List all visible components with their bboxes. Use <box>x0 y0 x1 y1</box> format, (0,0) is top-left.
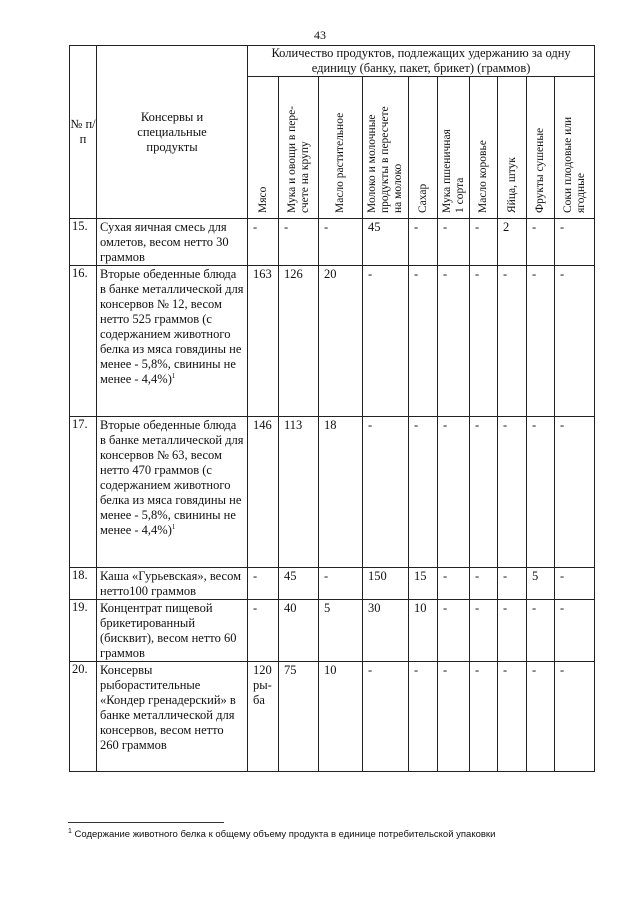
quantity-cell: - <box>438 662 470 772</box>
quantity-cell: - <box>470 266 498 417</box>
quantity-cell: - <box>363 417 409 568</box>
footnote-ref: 1 <box>171 371 176 380</box>
quantity-cell: - <box>409 266 438 417</box>
header-column <box>363 77 409 219</box>
header-column <box>279 77 319 219</box>
quantity-cell: - <box>498 662 527 772</box>
row-number: 20. <box>70 662 97 772</box>
quantity-cell: 10 <box>409 600 438 662</box>
header-column <box>248 77 279 219</box>
row-number: 18. <box>70 568 97 600</box>
header-column <box>470 77 498 219</box>
quantity-cell: - <box>555 266 595 417</box>
quantity-cell: - <box>409 662 438 772</box>
footnote-ref: 1 <box>171 522 176 531</box>
table-row <box>70 568 595 600</box>
quantity-cell: 40 <box>279 600 319 662</box>
quantity-cell: - <box>409 219 438 266</box>
header-column <box>409 77 438 219</box>
footnote-separator <box>68 822 224 823</box>
quantity-cell: - <box>319 568 363 600</box>
quantity-cell: 163 <box>248 266 279 417</box>
quantity-cell: 75 <box>279 662 319 772</box>
table-row <box>70 266 595 417</box>
quantity-cell: - <box>555 219 595 266</box>
quantity-cell: - <box>555 568 595 600</box>
footnote-text: Содержание животного белка к общему объему продукта в единице потребительской упаковки <box>74 829 496 840</box>
row-number: 17. <box>70 417 97 568</box>
header-column <box>527 77 555 219</box>
quantity-cell: 2 <box>498 219 527 266</box>
quantity-cell: - <box>470 568 498 600</box>
quantity-cell: 5 <box>527 568 555 600</box>
quantity-cell: - <box>438 266 470 417</box>
table-row <box>70 417 595 568</box>
header-column <box>319 77 363 219</box>
quantity-cell: - <box>438 417 470 568</box>
quantity-cell: - <box>498 417 527 568</box>
product-name: Концентрат пищевой брикетированный (бисквит), весом нетто 60 граммов <box>97 600 248 662</box>
page-number: 43 <box>314 28 326 42</box>
quantity-cell: - <box>438 219 470 266</box>
header-column-label: Соки плодовые или ягодные <box>561 116 587 213</box>
quantity-cell: 18 <box>319 417 363 568</box>
quantity-cell: - <box>470 417 498 568</box>
quantity-cell: - <box>409 417 438 568</box>
quantity-cell: - <box>498 266 527 417</box>
quantity-cell: 120 ры- ба <box>248 662 279 772</box>
quantity-cell: - <box>279 219 319 266</box>
row-number: 16. <box>70 266 97 417</box>
product-name: Каша «Гурьевская», весом нетто100 граммов <box>97 568 248 600</box>
quantity-cell: 113 <box>279 417 319 568</box>
quantity-cell: - <box>319 219 363 266</box>
quantity-cell: 146 <box>248 417 279 568</box>
header-column-label: Мясо <box>256 186 269 213</box>
quantity-cell: - <box>498 568 527 600</box>
quantity-cell: - <box>527 600 555 662</box>
header-column-label: Масло растительное <box>334 112 346 213</box>
table-row <box>70 600 595 662</box>
header-number: № п/п <box>70 46 97 219</box>
quantity-cell: 5 <box>319 600 363 662</box>
table-row <box>70 219 595 266</box>
quantity-cell: - <box>527 219 555 266</box>
quantity-cell: 30 <box>363 600 409 662</box>
quantity-cell: - <box>438 568 470 600</box>
quantity-cell: - <box>498 600 527 662</box>
header-product-name: Консервы и специальные продукты <box>97 46 248 219</box>
product-name: Вторые обеденные блюда в банке металлической для консервов № 63, весом нетто 470 граммов (с содержанием животного белка из мяса говядины не менее - 5,8%, свинины не менее - 4,4%)$^1$ <box>97 417 248 568</box>
header-column-label: Фрукты сушеные <box>534 127 546 213</box>
quantity-cell: - <box>248 219 279 266</box>
quantity-cell: - <box>248 600 279 662</box>
quantity-cell: - <box>470 662 498 772</box>
header-column <box>498 77 527 219</box>
quantity-cell: 126 <box>279 266 319 417</box>
footnote <box>68 829 495 840</box>
product-name: Сухая яичная смесь для омлетов, весом нетто 30 граммов <box>97 219 248 266</box>
quantity-cell: - <box>363 266 409 417</box>
header-column-label: Молоко и молочные продукты в пересчете на молоко <box>366 106 404 213</box>
quantity-cell: - <box>470 600 498 662</box>
header-column <box>555 77 595 219</box>
product-name: Вторые обеденные блюда в банке металлической для консервов № 12, весом нетто 525 граммов (с содержанием животного белка из мяса говядины не менее - 5,8%, свинины не менее - 4,4%)$^1$ <box>97 266 248 417</box>
product-name: Консервы рыборастительные «Кондер гренадерский» в банке металлической для консервов, весом нетто 260 граммов <box>97 662 248 772</box>
quantity-cell: - <box>438 600 470 662</box>
header-column-label: Мука пшеничная 1 сорта <box>440 129 466 213</box>
row-number: 15. <box>70 219 97 266</box>
quantity-cell: 15 <box>409 568 438 600</box>
header-column-label: Мука и овощи в пере- счете на крупу <box>285 105 311 213</box>
quantity-cell: - <box>555 662 595 772</box>
quantity-cell: 10 <box>319 662 363 772</box>
quantity-cell: - <box>527 266 555 417</box>
header-column-label: Сахар <box>416 183 429 213</box>
header-column-label: Яйца, штук <box>505 157 518 213</box>
footnote-marker: 1 <box>68 827 72 835</box>
header-column-label: Масло коровье <box>477 140 489 213</box>
quantity-cell: - <box>555 600 595 662</box>
table-row <box>70 662 595 772</box>
quantity-cell: - <box>363 662 409 772</box>
quantity-cell: 150 <box>363 568 409 600</box>
quantity-cell: - <box>555 417 595 568</box>
row-number: 19. <box>70 600 97 662</box>
quantity-cell: 20 <box>319 266 363 417</box>
quantity-cell: 45 <box>363 219 409 266</box>
header-quantity-span: Количество продуктов, подлежащих удержанию за одну единицу (банку, пакет, брикет) (граммов) <box>248 46 595 77</box>
food-ration-table <box>69 45 595 772</box>
quantity-cell: - <box>470 219 498 266</box>
quantity-cell: 45 <box>279 568 319 600</box>
quantity-cell: - <box>248 568 279 600</box>
header-column <box>438 77 470 219</box>
quantity-cell: - <box>527 662 555 772</box>
quantity-cell: - <box>527 417 555 568</box>
